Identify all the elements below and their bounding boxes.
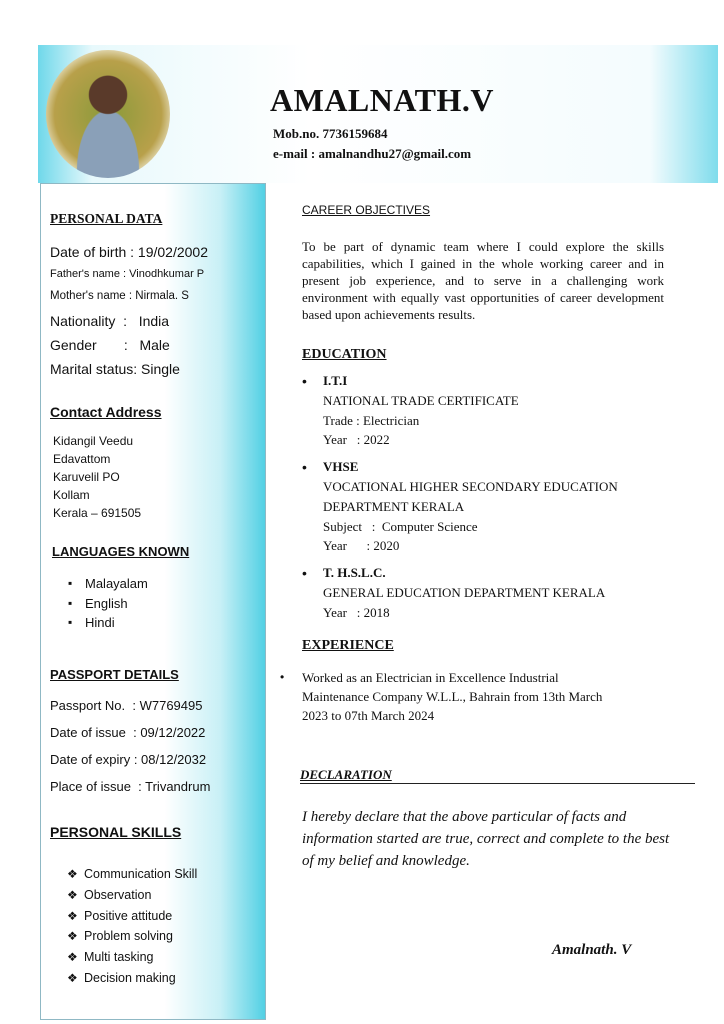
education-detail: DEPARTMENT KERALA bbox=[323, 498, 465, 514]
languages-heading: LANGUAGES KNOWN bbox=[52, 544, 190, 559]
marital-status: Marital status: Single bbox=[50, 361, 180, 377]
bullet-icon: ▪ bbox=[68, 576, 73, 590]
bullet-icon: ▪ bbox=[68, 615, 73, 629]
diamond-bullet-icon: ❖ bbox=[67, 908, 78, 923]
experience-line: Worked as an Electrician in Excellence Industrial bbox=[302, 670, 559, 685]
career-objectives-heading: CAREER OBJECTIVES bbox=[302, 203, 431, 217]
education-detail: Year : 2018 bbox=[323, 604, 390, 620]
contact-address-heading: Contact Address bbox=[50, 404, 162, 420]
education-name: VHSE bbox=[323, 459, 359, 475]
diamond-bullet-icon: ❖ bbox=[67, 929, 78, 944]
bullet-icon: • bbox=[302, 564, 307, 581]
education-name: T. H.S.L.C. bbox=[323, 564, 386, 580]
skill-item: Decision making bbox=[84, 971, 176, 985]
mobile-number: Mob.no. 7736159684 bbox=[273, 126, 388, 141]
passport-issue-date: Date of issue : 09/12/2022 bbox=[50, 725, 206, 740]
bullet-icon: • bbox=[302, 373, 307, 389]
dob: Date of birth : 19/02/2002 bbox=[50, 244, 208, 260]
passport-heading: PASSPORT DETAILS bbox=[50, 667, 179, 682]
address-line: Kidangil Veedu bbox=[53, 434, 134, 448]
declaration-title: DECLARATION bbox=[300, 767, 392, 782]
experience-heading: EXPERIENCE bbox=[302, 638, 394, 653]
skill-item: Multi tasking bbox=[84, 950, 154, 965]
diamond-bullet-icon: ❖ bbox=[67, 867, 78, 881]
education-detail: VOCATIONAL HIGHER SECONDARY EDUCATION bbox=[323, 479, 618, 495]
education-detail: Subject : Computer Science bbox=[323, 518, 478, 534]
skill-item: Problem solving bbox=[84, 929, 173, 944]
profile-photo bbox=[46, 50, 170, 178]
education-heading: EDUCATION bbox=[302, 347, 387, 362]
address-line: Kerala – 691505 bbox=[53, 506, 142, 520]
gender: Gender : Male bbox=[50, 337, 170, 353]
passport-number: Passport No. : W7769495 bbox=[50, 698, 203, 713]
language-item: English bbox=[85, 596, 128, 611]
education-detail: NATIONAL TRADE CERTIFICATE bbox=[323, 393, 519, 408]
diamond-bullet-icon: ❖ bbox=[67, 950, 78, 965]
passport-place: Place of issue : Trivandrum bbox=[50, 779, 211, 794]
skill-item: Positive attitude bbox=[84, 908, 173, 923]
bullet-icon: • bbox=[280, 670, 285, 684]
personal-data-heading: PERSONAL DATA bbox=[50, 211, 163, 226]
declaration-text: I hereby declare that the above particular of facts and information started are true, correct and complete to the best of my belief and knowledge. bbox=[302, 809, 670, 869]
address-line: Edavattom bbox=[53, 452, 111, 466]
education-detail: Trade : Electrician bbox=[323, 412, 420, 428]
skills-heading: PERSONAL SKILLS bbox=[50, 824, 182, 840]
bullet-icon: ▪ bbox=[68, 596, 73, 610]
experience-line: Maintenance Company W.L.L., Bahrain from 13th March bbox=[302, 689, 603, 704]
mother-name: Mother's name : Nirmala. S bbox=[50, 290, 189, 302]
education-name: I.T.I bbox=[323, 373, 348, 388]
skill-item: Observation bbox=[84, 887, 152, 902]
bullet-icon: • bbox=[302, 459, 307, 476]
signature: Amalnath. V bbox=[552, 942, 632, 958]
language-item: Malayalam bbox=[85, 576, 148, 591]
experience-line: 2023 to 07th March 2024 bbox=[302, 708, 435, 723]
father-name: Father's name : Vinodhkumar P bbox=[50, 268, 205, 280]
career-objective-text: To be part of dynamic team where I could explore the skills capabilities, which I gained in the whole working career and in present job experience, and to serve in a challenging work environment with equally vast opportunities of career development based upon achievements results. bbox=[302, 239, 664, 322]
education-detail: GENERAL EDUCATION DEPARTMENT KERALA bbox=[323, 584, 606, 600]
declaration-heading bbox=[300, 767, 695, 784]
address-line: Kollam bbox=[53, 488, 90, 502]
address-line: Karuvelil PO bbox=[53, 470, 120, 484]
candidate-name: AMALNATH.V bbox=[270, 82, 494, 118]
skill-item: Communication Skill bbox=[84, 867, 198, 881]
email: e-mail : amalnandhu27@gmail.com bbox=[273, 146, 472, 161]
education-detail: Year : 2020 bbox=[323, 538, 400, 554]
diamond-bullet-icon: ❖ bbox=[67, 887, 78, 902]
language-item: Hindi bbox=[85, 615, 115, 630]
diamond-bullet-icon: ❖ bbox=[67, 971, 78, 985]
education-detail: Year : 2022 bbox=[323, 432, 390, 448]
passport-expiry-date: Date of expiry : 08/12/2032 bbox=[50, 752, 207, 767]
nationality: Nationality : India bbox=[50, 313, 170, 329]
